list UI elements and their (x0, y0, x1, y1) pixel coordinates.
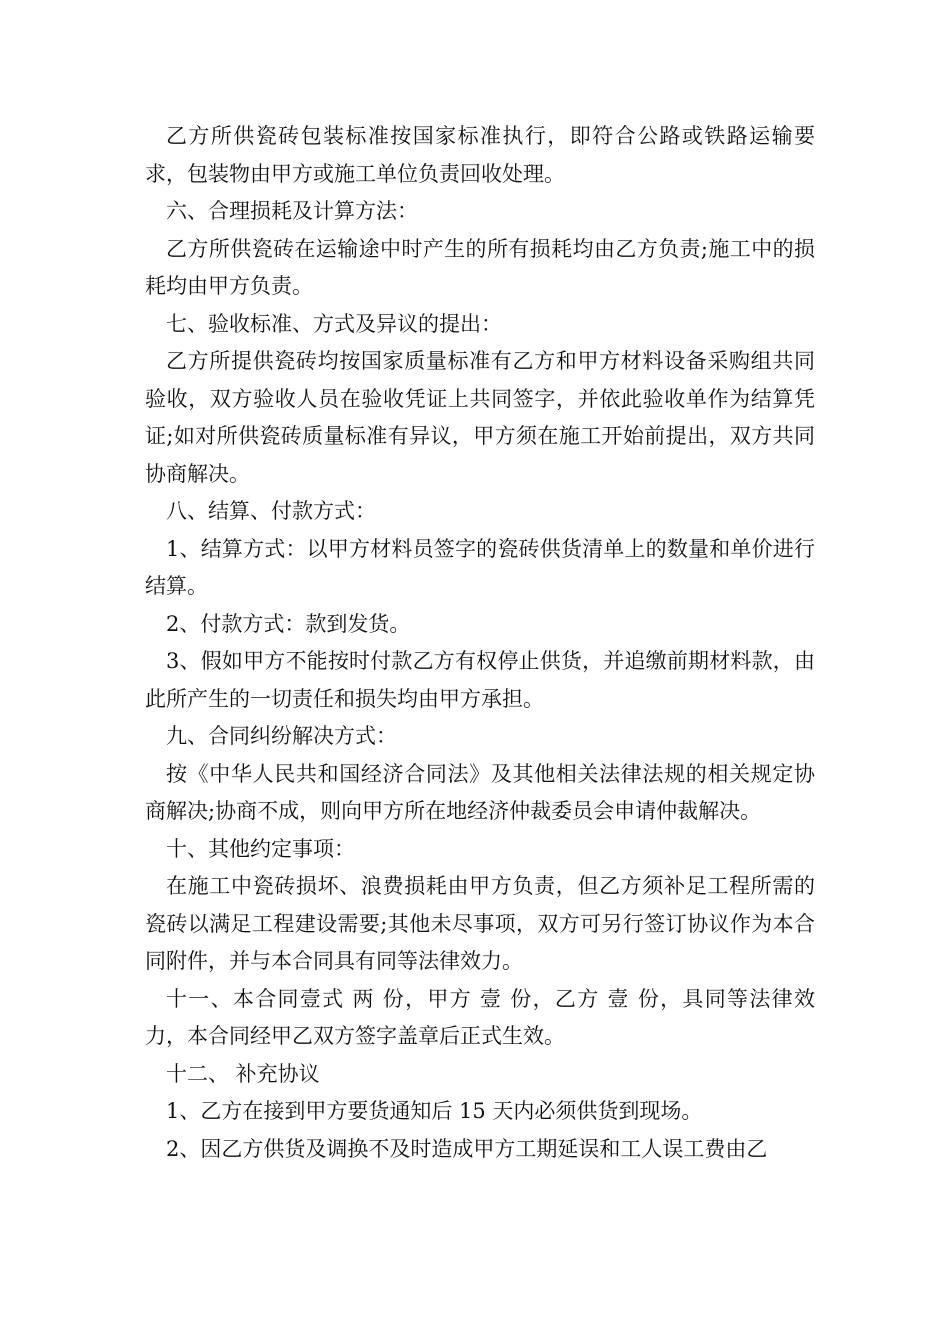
document-body (145, 118, 815, 1168)
paragraph-settlement: 1、结算方式：以甲方材料员签字的瓷砖供货清单上的数量和单价进行结算。 (145, 536, 815, 598)
paragraph-disputes: 按《中华人民共和国经济合同法》及其他相关法律法规的相关规定协商解决;协商不成，则向甲方所在地经济仲裁委员会申请仲裁解决。 (145, 761, 815, 823)
section-heading-disputes: 九、合同纠纷解决方式： (166, 724, 397, 748)
paragraph-late-payment: 3、假如甲方不能按时付款乙方有权停止供货，并追缴前期材料款，由此所产生的一切责任和损失均由甲方承担。 (145, 649, 815, 711)
paragraph-delay-liability: 2、因乙方供货及调换不及时造成甲方工期延误和工人误工费由乙 (166, 1136, 768, 1161)
section-heading-payment: 八、结算、付款方式： (166, 499, 376, 523)
paragraph-loss: 乙方所供瓷砖在运输途中时产生的所有损耗均由乙方负责;施工中的损耗均由甲方负责。 (145, 236, 815, 298)
section-heading-acceptance: 七、验收标准、方式及异议的提出： (166, 311, 502, 336)
section-heading-loss: 六、合理损耗及计算方法： (166, 199, 418, 223)
paragraph-payment-method: 2、付款方式：款到发货。 (166, 611, 411, 636)
paragraph-acceptance: 乙方所提供瓷砖均按国家质量标准有乙方和甲方材料设备采购组共同验收，双方验收人员在验收凭证上共同签字，并依此验收单作为结算凭证;如对所供瓷砖质量标准有异议，甲方须在施工开始前提出，双方共同协商解决。 (145, 349, 815, 486)
paragraph-supply-deadline: 1、乙方在接到甲方要货通知后 15 天内必须供货到现场。 (166, 1099, 703, 1123)
section-heading-other: 十、其他约定事项： (166, 836, 355, 861)
paragraph-copies: 十一、本合同壹式 两 份，甲方 壹 份，乙方 壹 份，具同等法律效力，本合同经甲乙双方签字盖章后正式生效。 (145, 986, 815, 1048)
paragraph-other: 在施工中瓷砖损坏、浪费损耗由甲方负责，但乙方须补足工程所需的瓷砖以满足工程建设需要;其他未尽事项，双方可另行签订协议作为本合同附件，并与本合同具有同等法律效力。 (145, 874, 815, 973)
paragraph-packaging: 乙方所供瓷砖包装标准按国家标准执行，即符合公路或铁路运输要求，包装物由甲方或施工单位负责回收处理。 (145, 124, 815, 186)
section-heading-supplement: 十二、 补充协议 (166, 1061, 320, 1086)
